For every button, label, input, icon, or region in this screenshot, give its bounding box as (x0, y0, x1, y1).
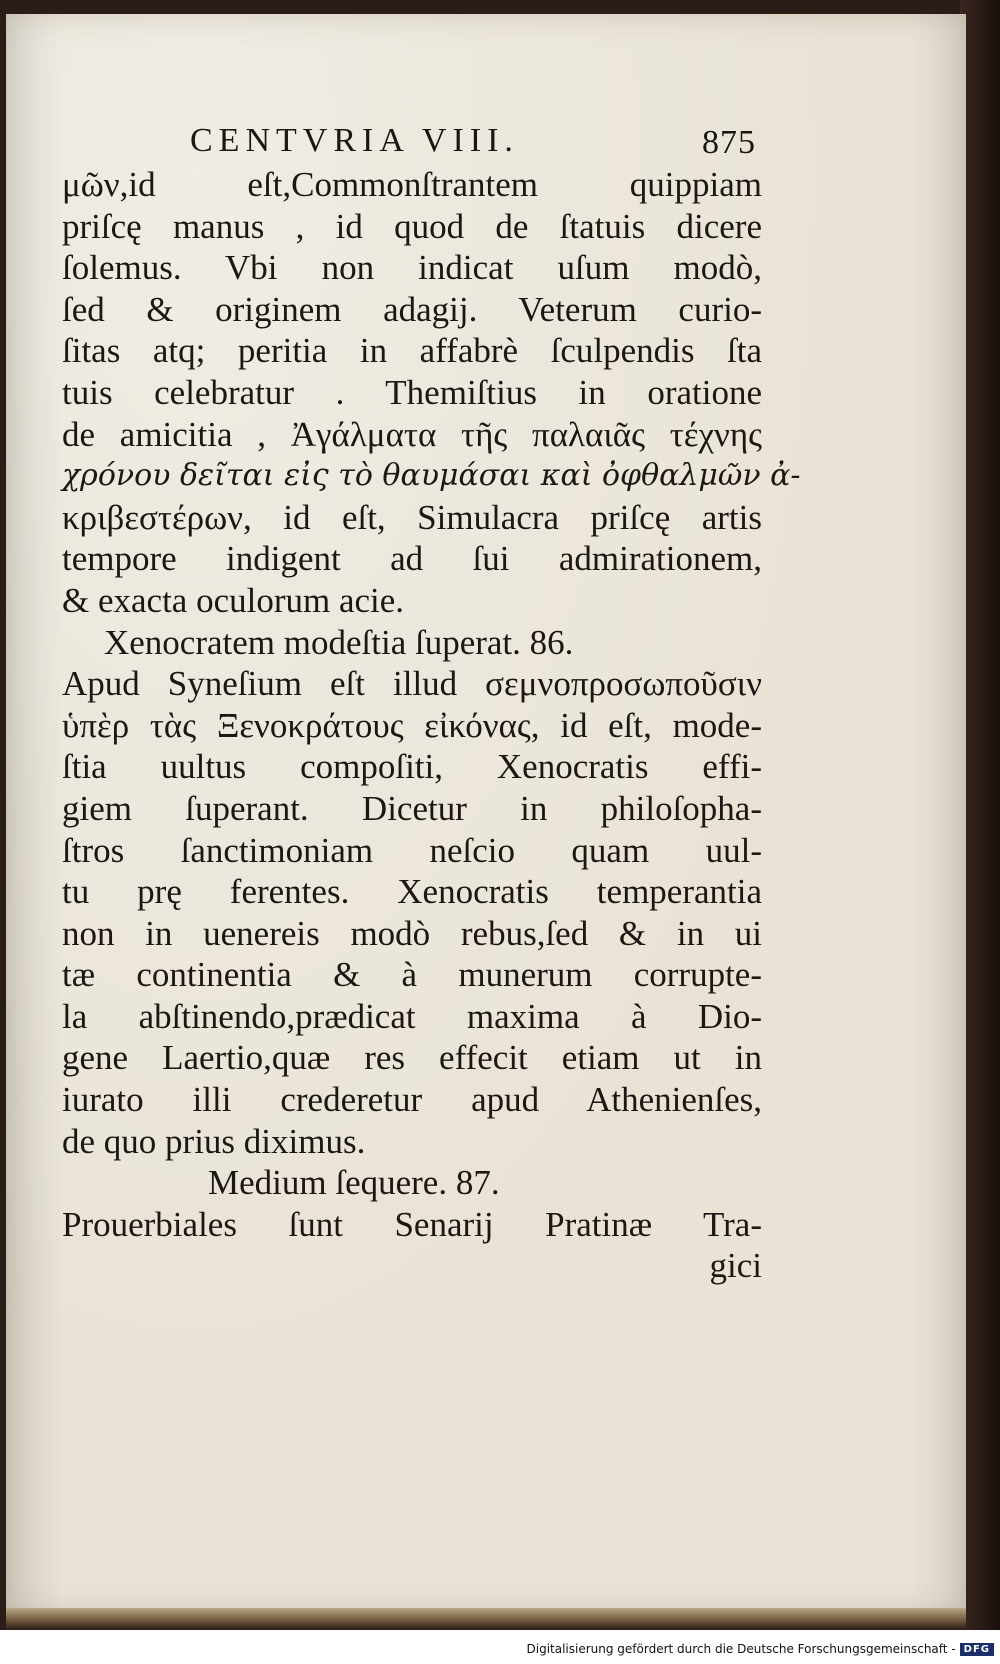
digitization-credit (527, 1642, 995, 1656)
text-line: ſitas atq; peritia in affabrè ſculpendis ſta (62, 331, 762, 371)
text-line: tempore indigent ad ſui admirationem, (62, 539, 762, 579)
greek-line: χρόνου δεῖται εἰς τὸ θαυμάσαι καὶ ὀφθαλμῶν ἀ- (62, 458, 801, 494)
binding-shadow (960, 0, 1000, 1630)
dfg-logo: DFG (960, 1643, 994, 1656)
catchword: gici (709, 1246, 762, 1286)
text-line: iurato illi crederetur apud Athenienſes, (62, 1080, 762, 1120)
text-line: de amicitia , Ἀγάλματα τῆς παλαιᾶς τέχνης (62, 414, 762, 454)
text-line: ὑπὲρ τὰς Ξενοκράτους εἰκόνας, id eſt, mode- (62, 705, 762, 745)
running-head: CENTVRIA VIII. (190, 122, 519, 159)
page-header (180, 122, 756, 168)
text-line: μῶν,id eſt,Commonſtrantem quippiam (62, 165, 762, 204)
text-line: tuis celebratur . Themiſtius in oratione (62, 372, 762, 412)
credit-text: Digitalisierung gefördert durch die Deutsche Forschungsgemeinschaft - (526, 1642, 956, 1656)
body-text (62, 164, 801, 1287)
text-line: Prouerbiales ſunt Senarij Pratinæ Tra- (62, 1204, 762, 1244)
text-line: de quo prius diximus. (62, 1121, 366, 1161)
text-line: giem ſuperant. Dicetur in philoſopha- (62, 788, 762, 828)
text-line: κριβεστέρων, id eſt, Simulacra priſcę artis (62, 497, 762, 537)
text-line: ſtros ſanctimoniam neſcio quam uul- (62, 830, 762, 870)
text-line: ſolemus. Vbi non indicat uſum modò, (62, 248, 762, 288)
text-line: & exacta oculorum acie. (62, 580, 405, 620)
section-heading-86: Xenocratem modeſtia ſuperat. 86. (104, 622, 574, 662)
text-line: ſtia uultus compoſiti, Xenocratis effi- (62, 747, 762, 787)
text-line: gene Laertio,quæ res effecit etiam ut in (62, 1038, 762, 1078)
text-line: tæ continentia & à munerum corrupte- (62, 955, 762, 995)
page-bottom-edge (6, 1608, 966, 1630)
page-number: 875 (702, 124, 756, 161)
text-line: priſcę manus , id quod de ſtatuis dicere (62, 206, 762, 246)
text-line: non in uenereis modò rebus,ſed & in ui (62, 913, 762, 953)
text-line: ſed & originem adagij. Veterum curio- (62, 289, 762, 329)
text-line: Apud Syneſium eſt illud σεμνοπροσωποῦσιν (62, 664, 762, 704)
section-heading-87: Medium ſequere. 87. (208, 1163, 500, 1203)
text-line: tu prę ferentes. Xenocratis temperantia (62, 872, 762, 912)
text-line: la abſtinendo,prædicat maxima à Dio- (62, 996, 762, 1036)
